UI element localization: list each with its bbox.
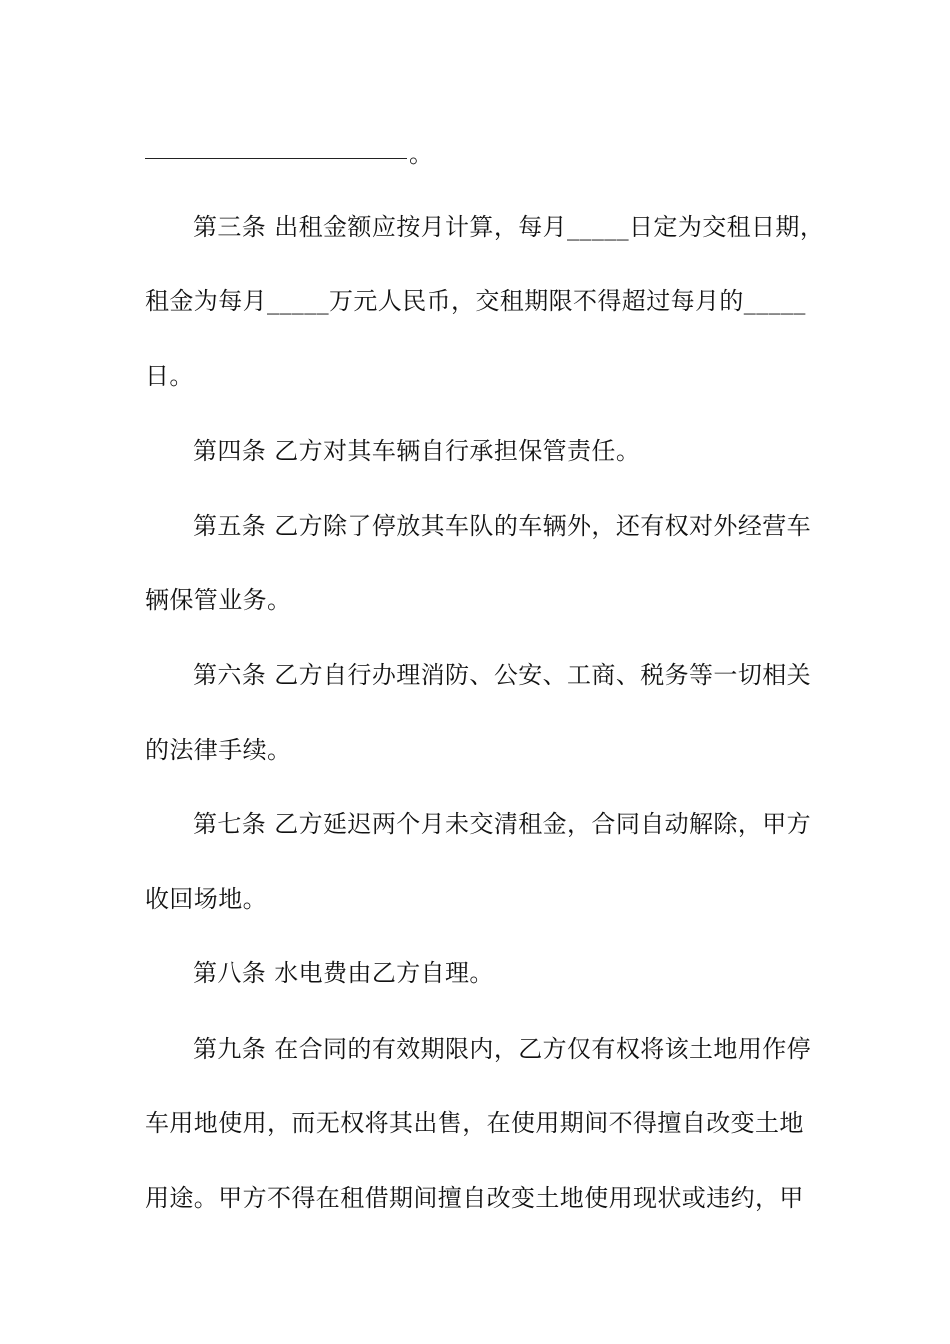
- blank-fill-line: [145, 158, 407, 159]
- clause-3-line-1: 第三条 出租金额应按月计算，每月_____日定为交租日期，: [193, 213, 825, 241]
- clause-9-line-2: 车用地使用，而无权将其出售，在使用期间不得擅自改变土地: [145, 1109, 804, 1137]
- clause-7-line-2: 收回场地。: [145, 885, 267, 913]
- clause-8-line-1: 第八条 水电费由乙方自理。: [193, 959, 494, 987]
- clause-9-line-1: 第九条 在合同的有效期限内，乙方仅有权将该土地用作停: [193, 1035, 812, 1063]
- clause-5-line-1: 第五条 乙方除了停放其车队的车辆外，还有权对外经营车: [193, 512, 812, 540]
- clause-6-line-1: 第六条 乙方自行办理消防、公安、工商、税务等一切相关: [193, 661, 812, 689]
- clause-4-line-1: 第四条 乙方对其车辆自行承担保管责任。: [193, 437, 641, 465]
- blank-line-period: 。: [409, 140, 433, 168]
- clause-3-line-2: 租金为每月_____万元人民币，交租期限不得超过每月的_____: [145, 287, 806, 315]
- clause-6-line-2: 的法律手续。: [145, 736, 292, 764]
- clause-9-line-3: 用途。甲方不得在租借期间擅自改变土地使用现状或违约，甲: [145, 1184, 804, 1212]
- clause-5-line-2: 辆保管业务。: [145, 586, 292, 614]
- clause-3-line-3: 日。: [145, 362, 194, 390]
- clause-7-line-1: 第七条 乙方延迟两个月未交清租金，合同自动解除，甲方: [193, 810, 812, 838]
